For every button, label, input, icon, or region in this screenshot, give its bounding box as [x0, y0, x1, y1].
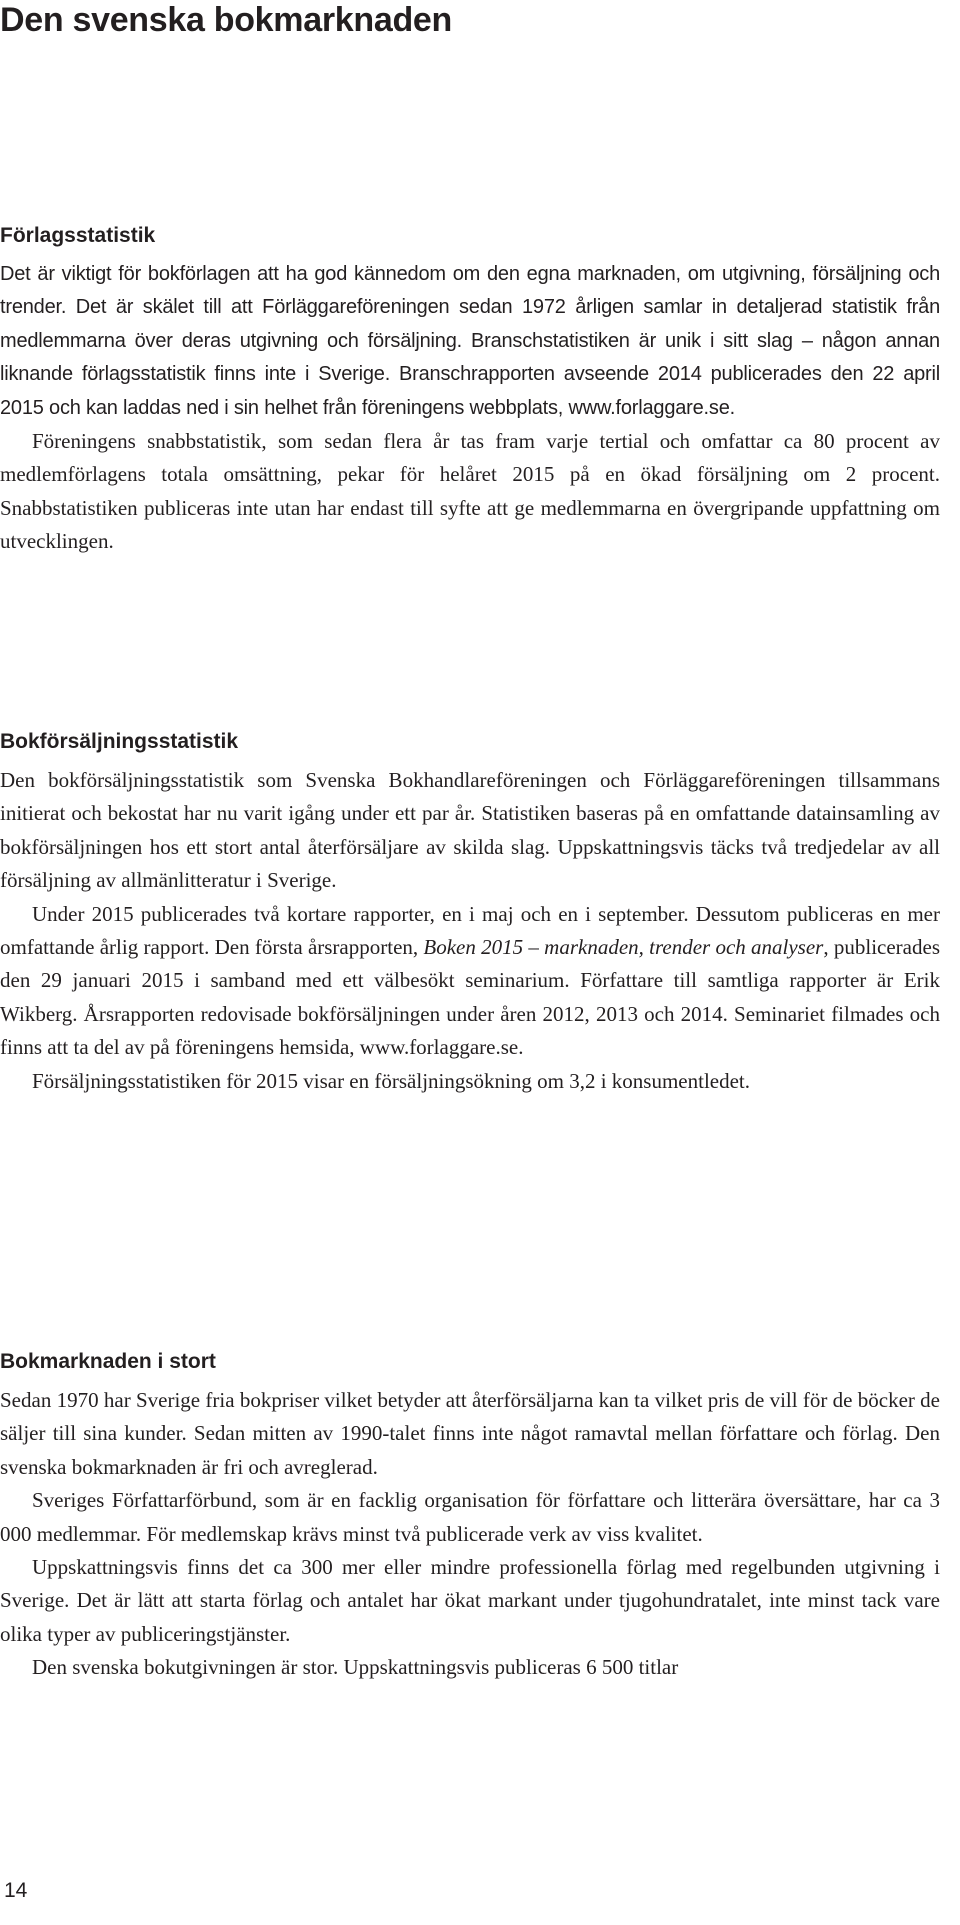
section-bokmarknaden-i-stort	[0, 1346, 940, 1685]
paragraph: Föreningens snabbstatistik, som sedan flera år tas fram varje tertial och omfattar ca 80 procent av medlemförlagens totala omsättning, pekar för helåret 2015 på en ökad försäljning om 2 procent. Snabbstatistiken publiceras inte utan har endast till syfte att ge medlemmarna en övergripande uppfattning om utvecklingen.	[0, 429, 940, 554]
paragraph: Uppskattningsvis finns det ca 300 mer eller mindre professionella förlag med regelbunden utgivning i Sverige. Det är lätt att starta förlag och antalet har ökat markant under tjugohundratalet, inte minst tack vare olika typer av publiceringstjänster.	[0, 1555, 940, 1646]
paragraph: Den bokförsäljningsstatistik som Svenska Bokhandlareföreningen och Förläggareföreningen tillsammans initierat och bekostat har nu varit igång under ett par år. Statistiken baseras på en omfattande datainsamling av bokförsäljningen hos ett stort antal återförsäljare av skilda slag. Uppskattningsvis täcks två tredjedelar av all försäljning av allmänlitteratur i Sverige.	[0, 768, 940, 893]
section-heading: Bokförsäljningsstatistik	[0, 730, 239, 753]
paragraph	[0, 898, 940, 1065]
report-title: Boken 2015 – marknaden, trender och analyser	[423, 935, 824, 960]
paragraph: Det är viktigt för bokförlagen att ha god kännedom om den egna marknaden, om utgivning, försäljning och trender. Det är skälet till att Förläggareföreningen sedan 1972 årligen samlar in detaljerad statistik från medlemmarna över deras utgivning och försäljning. Branschstatistiken är unik i sitt slag – någon annan liknande förlagsstatistik finns inte i Sverige. Branschrapporten avseende 2014 publicerades den 22 april 2015 och kan laddas ned i sin helhet från föreningens webbplats, www.forlaggare.se.	[0, 263, 940, 419]
section-bokforsaljningsstatistik	[0, 726, 940, 1098]
section-forlagsstatistik	[0, 220, 940, 559]
section-heading: Bokmarknaden i stort	[0, 1350, 216, 1373]
section-heading: Förlagsstatistik	[0, 224, 156, 247]
paragraph: Sveriges Författarförbund, som är en facklig organisation för författare och litterära översättare, har ca 3 000 medlemmar. För medlemskap krävs minst två publicerade verk av viss kvalitet.	[0, 1488, 940, 1546]
paragraph: Försäljningsstatistiken för 2015 visar en försäljningsökning om 3,2 i konsumentledet.	[32, 1068, 751, 1093]
page-title: Den svenska bokmarknaden	[0, 1, 452, 39]
page-number: 14	[4, 1879, 28, 1902]
paragraph: Den svenska bokutgivningen är stor. Uppskattningsvis publiceras 6 500 titlar	[32, 1655, 679, 1680]
paragraph: Sedan 1970 har Sverige fria bokpriser vilket betyder att återförsäljarna kan ta vilket pris de vill för de böcker de säljer till sina kunder. Sedan mitten av 1990-talet finns inte något ramavtal mellan författare och förlag. Den svenska bokmarknaden är fri och avreglerad.	[0, 1388, 940, 1479]
paragraph-text: , publicerades den 29 januari 2015 i samband med ett välbesökt seminarium. Författare till samtliga rapporter är Erik Wikberg. Årsrapporten redovisade bokförsäljningen under åren 2012, 2013 och 2014. Seminariet filmades och finns att ta del av på föreningens hemsida, www.forlaggare.se.	[0, 935, 940, 1060]
paragraph-text: Under 2015 publicerades två kortare rapporter, en i maj och en i september. Dessutom publiceras en mer omfattande årlig rapport. Den första årsrapporten,	[0, 901, 940, 960]
